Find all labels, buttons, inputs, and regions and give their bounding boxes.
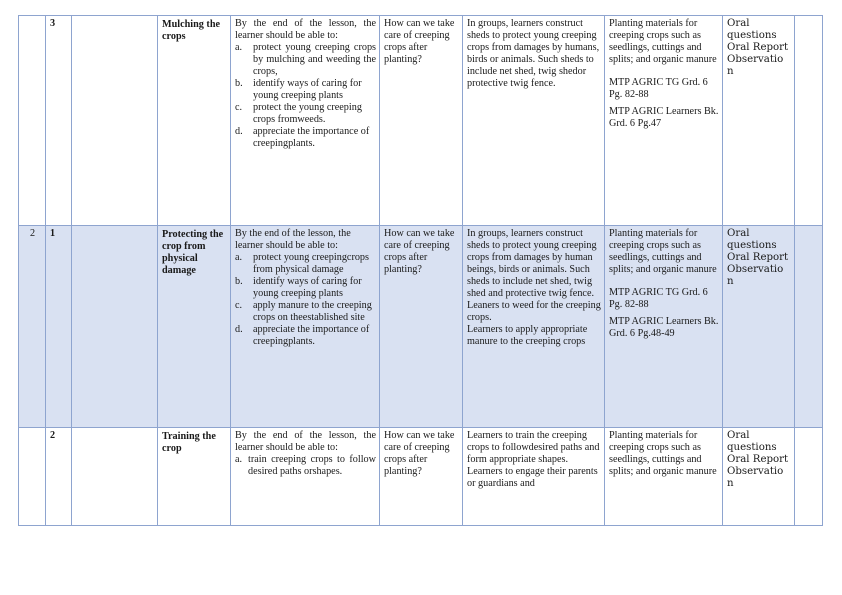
reference-learners-book: MTP AGRIC Learners Bk. Grd. 6 Pg.48-49 (609, 316, 719, 339)
lesson-cell: 3 (46, 16, 72, 226)
assessment-item: Oral questions (727, 228, 777, 251)
outcome-marker: a. (235, 454, 243, 465)
resources-cell (605, 226, 723, 428)
outcome-item (235, 454, 376, 478)
reference-tg: MTP AGRIC TG Grd. 6 Pg. 82-88 (609, 287, 708, 310)
experience-text: Learners to apply appropriate manure to the creeping crops (467, 324, 588, 347)
experience-text: Learners to train the creeping crops to followdesired paths and form appropriate shapes. (467, 430, 600, 465)
experience-text: In groups, learners construct sheds to protect young creeping crops from damages by humans, birds or animals. Such sheds to include net shed, twig shedor protective twig fence. (467, 18, 600, 89)
inquiry-question-cell: How can we take care of creeping crops after planting? (380, 16, 463, 226)
week-cell (19, 428, 46, 526)
outcome-marker: b. (235, 276, 243, 287)
table-row (19, 428, 823, 526)
outcome-item (235, 252, 376, 276)
reference-tg: MTP AGRIC TG Grd. 6 Pg. 82-88 (609, 77, 708, 100)
sub-strand-cell: Mulching the crops (158, 16, 231, 226)
outcome-item (235, 42, 376, 78)
outcome-text: appreciate the importance of creepingplants. (253, 324, 370, 347)
remarks-cell (795, 226, 823, 428)
scheme-of-work-table (18, 15, 823, 526)
outcome-text: protect the young creeping crops fromweeds. (253, 102, 362, 125)
outcome-marker: c. (235, 102, 243, 113)
outcome-text: identify ways of caring for young creeping plants (253, 276, 362, 299)
assessment-item: Oral Report (727, 252, 789, 263)
assessment-item: Observatio n (727, 264, 784, 287)
sub-strand-cell: Training the crop (158, 428, 231, 526)
outcomes-intro: By the end of the lesson, the learner should be able to: (235, 228, 351, 251)
outcomes-list (235, 252, 376, 348)
assessment-cell (723, 428, 795, 526)
outcome-marker: c. (235, 300, 243, 311)
remarks-cell (795, 16, 823, 226)
learning-experiences-cell (463, 428, 605, 526)
lesson-cell: 2 (46, 428, 72, 526)
table-row (19, 226, 823, 428)
outcome-text: protect young creeping crops by mulching and weeding the crops, (253, 42, 376, 77)
reference-learners-book: MTP AGRIC Learners Bk. Grd. 6 Pg.47 (609, 106, 719, 129)
experience-text: Learners to engage their parents or guardians and (467, 466, 598, 489)
assessment-item: Observatio n (727, 466, 784, 489)
outcome-text: protect young creepingcrops from physical damage (253, 252, 369, 275)
assessment-item: Oral Report (727, 454, 789, 465)
assessment-item: Observatio n (727, 54, 784, 77)
sub-strand-cell: Protecting the crop from physical damage (158, 226, 231, 428)
outcome-item (235, 126, 376, 150)
outcomes-intro: By the end of the lesson, the learner should be able to: (235, 18, 376, 41)
outcome-text: apply manure to the creeping crops on theestablished site (253, 300, 372, 323)
outcome-text: appreciate the importance of creepingplants. (253, 126, 370, 149)
outcomes-intro: By the end of the lesson, the learner should be able to: (235, 430, 376, 453)
resources-cell (605, 16, 723, 226)
outcome-marker: b. (235, 78, 243, 89)
table-row (19, 16, 823, 226)
learning-experiences-cell (463, 226, 605, 428)
outcome-item (235, 300, 376, 324)
outcome-item (235, 324, 376, 348)
outcome-marker: d. (235, 324, 243, 335)
resources-cell (605, 428, 723, 526)
outcome-text: train creeping crops to follow desired paths orshapes. (248, 454, 376, 477)
outcome-marker: a. (235, 252, 243, 263)
strand-cell (72, 226, 158, 428)
learning-outcomes-cell (231, 16, 380, 226)
strand-cell (72, 16, 158, 226)
week-cell: 2 (19, 226, 46, 428)
outcome-item (235, 78, 376, 102)
assessment-item: Oral questions (727, 18, 777, 41)
lesson-cell: 1 (46, 226, 72, 428)
resources-text: Planting materials for creeping crops such as seedlings, cuttings and splits; and organic manure (609, 18, 717, 65)
outcomes-list (235, 454, 376, 478)
assessment-cell (723, 226, 795, 428)
outcome-item (235, 276, 376, 300)
inquiry-question-cell: How can we take care of creeping crops after planting? (380, 226, 463, 428)
assessment-item: Oral questions (727, 430, 777, 453)
outcome-text: identify ways of caring for young creeping plants (253, 78, 362, 101)
assessment-item: Oral Report (727, 42, 789, 53)
outcome-marker: a. (235, 42, 243, 53)
learning-outcomes-cell (231, 226, 380, 428)
remarks-cell (795, 428, 823, 526)
resources-text: Planting materials for creeping crops such as seedlings, cuttings and splits; and organic manure (609, 228, 717, 275)
outcomes-list (235, 42, 376, 150)
inquiry-question-cell: How can we take care of creeping crops after planting? (380, 428, 463, 526)
outcome-item (235, 102, 376, 126)
experience-text: Leaners to weed for the creeping crops. (467, 300, 601, 323)
outcome-marker: d. (235, 126, 243, 137)
learning-experiences-cell (463, 16, 605, 226)
experience-text: In groups, learners construct sheds to protect young creeping crops from damages by human beings, birds or animals. Such sheds to include net shed, twig shed and protective twig fence. (467, 228, 597, 299)
week-cell (19, 16, 46, 226)
assessment-cell (723, 16, 795, 226)
strand-cell (72, 428, 158, 526)
resources-text: Planting materials for creeping crops such as seedlings, cuttings and splits; and organic manure (609, 430, 717, 477)
learning-outcomes-cell (231, 428, 380, 526)
